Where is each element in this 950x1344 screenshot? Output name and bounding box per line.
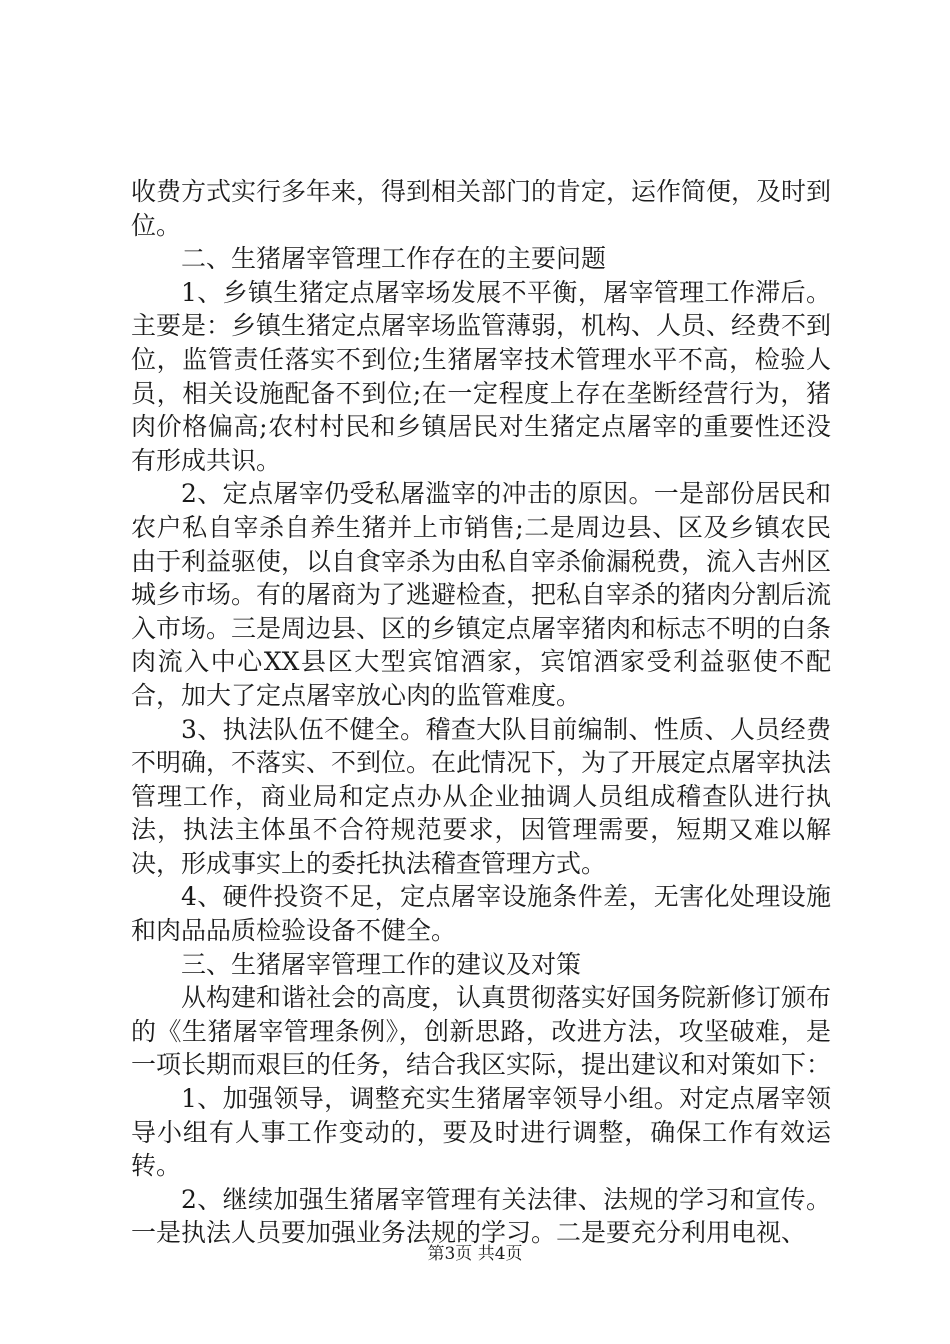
paragraph-problem-4: 4、硬件投资不足，定点屠宰设施条件差，无害化处理设施和肉品品质检验设备不健全。 xyxy=(131,882,831,946)
paragraph-problem-1: 1、乡镇生猪定点屠宰场发展不平衡，屠宰管理工作滞后。主要是：乡镇生猪定点屠宰场监管薄弱，机构、人员、经费不到位，监管责任落实不到位;生猪屠宰技术管理水平不高，检验人员，相关设施配备不到位;在一定程度上存在垄断经营行为，猪肉价格偏高;农村村民和乡镇居民对生猪定点屠宰的重要性还没有形成共识。 xyxy=(131,277,832,475)
paragraph-continuation: 收费方式实行多年来，得到相关部门的肯定，运作简便，及时到位。 xyxy=(131,177,832,240)
page-footer: 第3页 共4页 xyxy=(427,1244,523,1264)
paragraph-problem-2: 2、定点屠宰仍受私屠滥宰的冲击的原因。一是部份居民和农户私自宰杀自养生猪并上市销售;二是周边县、区及乡镇农民由于利益驱使，以自食宰杀为由私自宰杀偷漏税费，流入吉州区城乡市场。有的屠商为了逃避检查，把私自宰杀的猪肉分割后流入市场。三是周边县、区的乡镇定点屠宰猪肉和标志不明的白条肉流入中心XX县区大型宾馆酒家，宾馆酒家受利益驱使不配合，加大了定点屠宰放心肉的监管难度。 xyxy=(131,479,832,710)
paragraph-suggestion-2: 2、继续加强生猪屠宰管理有关法律、法规的学习和宣传。一是执法人员要加强业务法规的学习。二是要充分利用电视、 xyxy=(131,1184,831,1248)
paragraph-suggestion-1: 1、加强领导，调整充实生猪屠宰领导小组。对定点屠宰领导小组有人事工作变动的，要及时进行调整，确保工作有效运转。 xyxy=(131,1084,831,1181)
section-heading-suggestions: 三、生猪屠宰管理工作的建议及对策 xyxy=(181,949,582,979)
paragraph-suggestions-intro: 从构建和谐社会的高度，认真贯彻落实好国务院新修订颁布的《生猪屠宰管理条例》，创新思路，改进方法，攻坚破难，是一项长期而艰巨的任务，结合我区实际，提出建议和对策如下： xyxy=(131,983,832,1080)
paragraph-problem-3: 3、执法队伍不健全。稽查大队目前编制、性质、人员经费不明确，不落实、不到位。在此情况下，为了开展定点屠宰执法管理工作，商业局和定点办从企业抽调人员组成稽查队进行执法，执法主体虽不合符规范要求，因管理需要，短期又难以解决，形成事实上的委托执法稽查管理方式。 xyxy=(131,714,832,878)
section-heading-problems: 二、生猪屠宰管理工作存在的主要问题 xyxy=(181,244,607,274)
document-body xyxy=(131,175,831,1250)
